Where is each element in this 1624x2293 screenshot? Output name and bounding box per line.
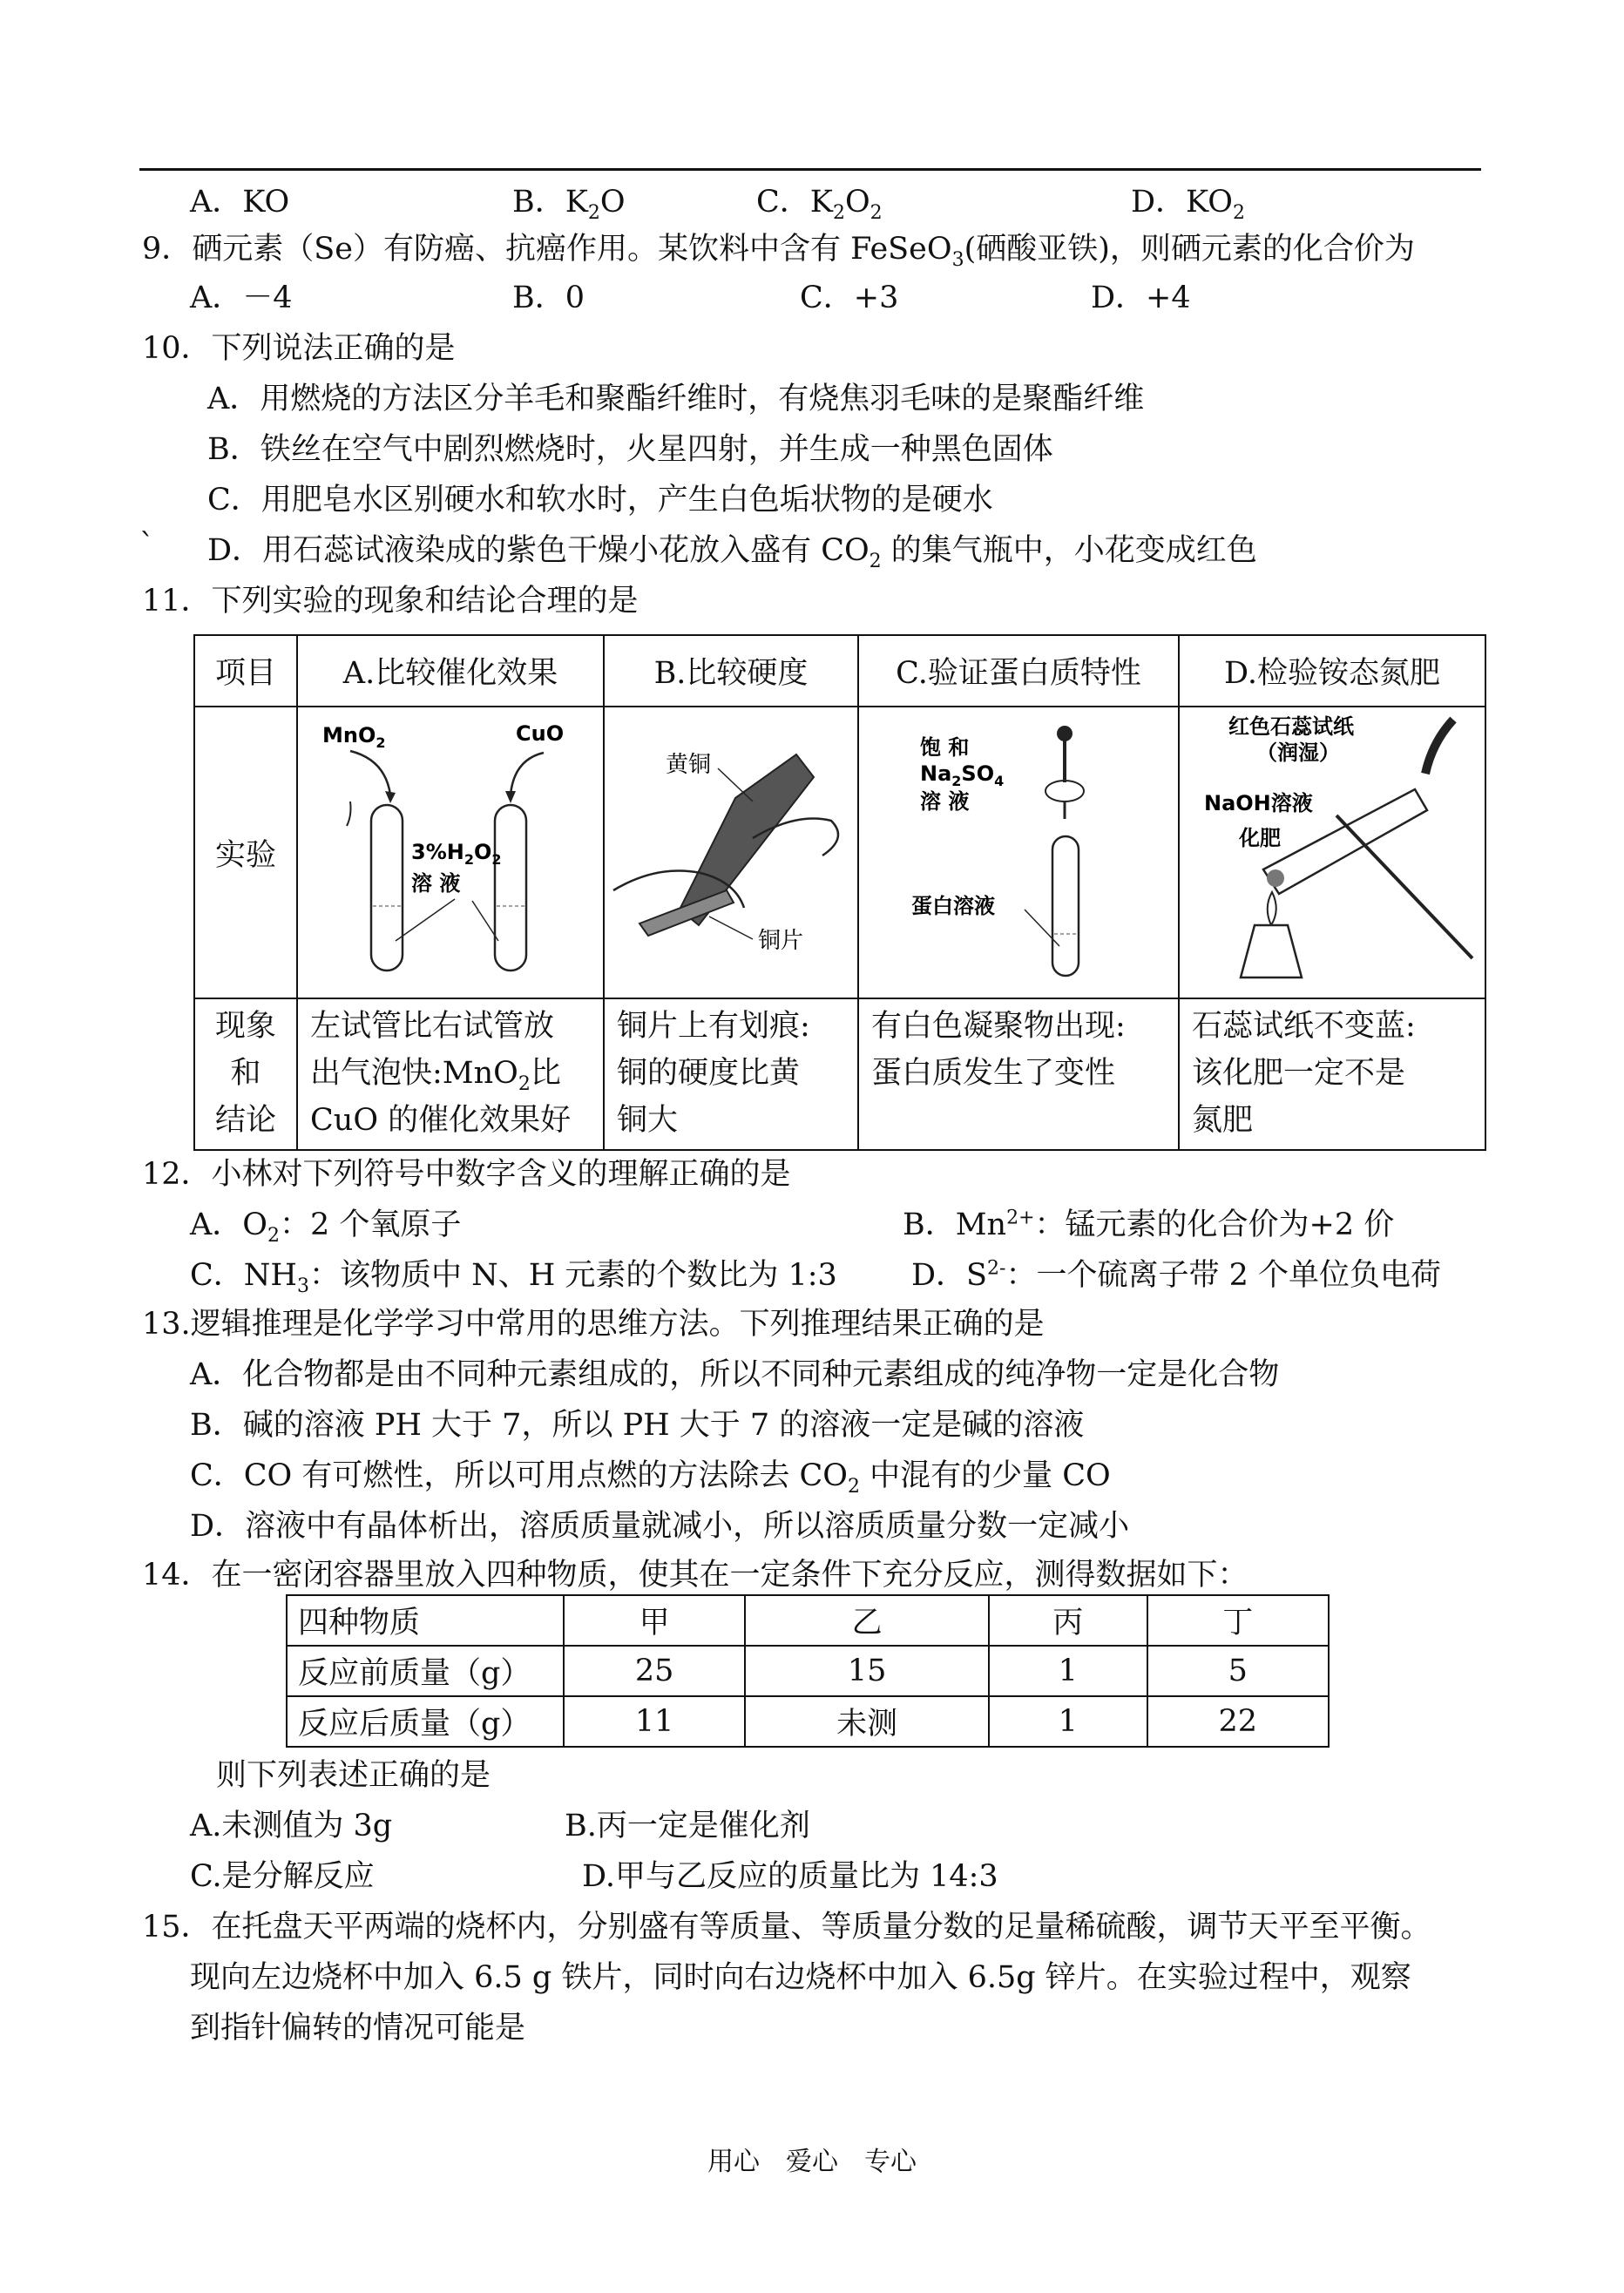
table-cell: 1 <box>989 1696 1147 1747</box>
q9-stem: 9．硒元素（Se）有防癌、抗癌作用。某饮料中含有 FeSeO$_3$(硒酸亚铁)，则硒元素的化合价为 <box>142 232 1415 271</box>
q13-option-a: A．化合物都是由不同种元素组成的，所以不同种元素组成的纯净物一定是化合物 <box>190 1357 1280 1392</box>
q11-table <box>193 634 1486 1151</box>
header-cell: B.比较硬度 <box>604 635 858 707</box>
figure-d-cell <box>1179 707 1485 998</box>
q8-option-a: A．KO <box>190 185 290 220</box>
q15-line-3: 到指针偏转的情况可能是 <box>190 2011 526 2046</box>
table-row <box>287 1696 1329 1747</box>
q9-option-d: D．+4 <box>1091 281 1191 315</box>
table-cell: 甲 <box>564 1595 745 1646</box>
q9-option-b: B．0 <box>512 281 585 315</box>
powder-dots-left <box>347 802 351 826</box>
q13-option-b: B．碱的溶液 PH 大于 7，所以 PH 大于 7 的溶液一定是碱的溶液 <box>190 1408 1085 1443</box>
test-tubes-figure <box>298 707 599 990</box>
q10-option-d: D．用石蕊试液染成的紫色干燥小花放入盛有 $CO_2$ 的集气瓶中，小花变成红色 <box>207 533 1257 572</box>
q15-line-2: 现向左边烧杯中加入 6.5 g 铁片，同时向右边烧杯中加入 6.5g 锌片。在实验过程中，观察 <box>190 1960 1411 1995</box>
q14-option-b: B.丙一定是催化剂 <box>565 1809 810 1843</box>
label-protein: 蛋白溶液 <box>911 894 995 918</box>
q14-option-a: A.未测值为 3g <box>190 1809 393 1843</box>
figure-a-cell <box>297 707 604 998</box>
dropper-figure <box>859 707 1178 990</box>
row-label-result: 现象 和 结论 <box>194 998 297 1150</box>
q14-stem: 14．在一密闭容器里放入四种物质，使其在一定条件下充分反应，测得数据如下： <box>142 1558 1248 1593</box>
q9-option-a: A．－4 <box>190 281 293 315</box>
q14-question: 则下列表述正确的是 <box>216 1758 491 1793</box>
table-row <box>287 1595 1329 1646</box>
table-cell: 反应后质量（g） <box>287 1696 564 1747</box>
q12-stem: 12．小林对下列符号中数字含义的理解正确的是 <box>142 1157 791 1192</box>
table-cell: 22 <box>1147 1696 1329 1747</box>
litmus-paper <box>1425 720 1453 774</box>
q10-option-a: A．用燃烧的方法区分羊毛和聚酯纤维时，有烧焦羽毛味的是聚酯纤维 <box>207 382 1145 416</box>
label-copper-plate: 铜片 <box>758 928 804 954</box>
table-row <box>287 1646 1329 1696</box>
q14-data-table <box>286 1594 1330 1748</box>
q10-option-b: B．铁丝在空气中剧烈燃烧时，火星四射，并生成一种黑色固体 <box>207 432 1053 467</box>
figure-c-cell <box>858 707 1179 998</box>
label-brass: 黄铜 <box>666 752 712 778</box>
q10-option-c: C．用肥皂水区别硬水和软水时，产生白色垢状物的是硬水 <box>207 483 993 517</box>
row-label-experiment: 实验 <box>194 707 297 998</box>
clamp-stand <box>1336 815 1472 958</box>
table-cell: 1 <box>989 1646 1147 1696</box>
page-footer: 用心 爱心 专心 <box>707 2147 917 2177</box>
alcohol-lamp <box>1241 925 1302 977</box>
pointer-copper <box>709 917 753 939</box>
label-na2so4: $Na_2SO_4$ <box>920 761 1005 789</box>
label-litmus: 红色石蕊试纸 <box>1228 714 1354 739</box>
q9-option-c: C．+3 <box>800 281 899 315</box>
q14-option-c: C.是分解反应 <box>190 1859 375 1894</box>
label-moist: （润湿） <box>1256 741 1340 765</box>
q13-option-c: C．CO 有可燃性，所以可用点燃的方法除去 $CO_2$ 中混有的少量 CO <box>190 1458 1111 1498</box>
figure-b-cell <box>604 707 858 998</box>
q12-option-d: D．$S^{2-}$：一个硫离子带 2 个单位负电荷 <box>911 1257 1442 1293</box>
arrow-left <box>350 751 390 795</box>
result-c: 有白色凝聚物出现: 蛋白质发生了变性 <box>858 998 1179 1150</box>
result-a: 左试管比右试管放 出气泡快:MnO$_2$比 CuO 的催化效果好 <box>297 998 604 1150</box>
table-cell: 反应前质量（g） <box>287 1646 564 1696</box>
result-b: 铜片上有划痕: 铜的硬度比黄 铜大 <box>604 998 858 1150</box>
table-cell: 丙 <box>989 1595 1147 1646</box>
flame <box>1268 892 1276 925</box>
table-cell: 5 <box>1147 1646 1329 1696</box>
tube-left <box>371 805 403 971</box>
pointer-left <box>396 899 455 941</box>
label-h2o2: $3\%H_2O_2$ <box>411 840 502 868</box>
table-cell: 乙 <box>745 1595 989 1646</box>
header-cell: D.检验铵态氮肥 <box>1179 635 1485 707</box>
q8-option-b: B．$K_2O$ <box>512 185 626 224</box>
stray-mark: ` <box>139 528 155 563</box>
label-cuo: CuO <box>516 721 565 746</box>
q15-line-1: 15．在托盘天平两端的烧杯内，分别盛有等质量、等质量分数的足量稀硫酸，调节天平至平衡。 <box>142 1910 1431 1945</box>
label-naoh: NaOH溶液 <box>1204 791 1313 815</box>
q8-option-c: C．$K_2O_2$ <box>756 185 883 224</box>
dropper-body <box>1045 781 1084 802</box>
table-cell: 四种物质 <box>287 1595 564 1646</box>
dropper-bulb <box>1057 726 1073 741</box>
arrowhead-right <box>505 791 516 803</box>
heating-figure <box>1180 707 1476 990</box>
q10-stem: 10．下列说法正确的是 <box>142 331 456 366</box>
q14-option-d: D.甲与乙反应的质量比为 14:3 <box>582 1859 998 1894</box>
table-cell: 11 <box>564 1696 745 1747</box>
q13-stem: 13.逻辑推理是化学学习中常用的思维方法。下列推理结果正确的是 <box>142 1307 1045 1342</box>
table-cell: 25 <box>564 1646 745 1696</box>
label-solution: 溶 液 <box>920 789 970 814</box>
tube <box>1052 836 1079 976</box>
header-cell: A.比较催化效果 <box>297 635 604 707</box>
fertilizer-dots <box>1267 869 1284 887</box>
q12-option-b: B．$Mn^{2+}$：锰元素的化合价为+2 价 <box>903 1207 1395 1242</box>
label-saturated: 饱 和 <box>920 735 970 760</box>
top-rule <box>139 168 1481 171</box>
q8-option-d: D．$KO_2$ <box>1131 185 1245 224</box>
arrowhead-left <box>385 791 396 803</box>
q13-option-d: D．溶液中有晶体析出，溶质质量就减小，所以溶质质量分数一定减小 <box>190 1509 1130 1544</box>
header-cell: 项目 <box>194 635 297 707</box>
header-cell: C.验证蛋白质特性 <box>858 635 1179 707</box>
label-solution: 溶 液 <box>411 871 461 896</box>
pointer-solution <box>1025 910 1059 946</box>
table-cell: 丁 <box>1147 1595 1329 1646</box>
arrow-right <box>511 753 544 795</box>
label-mno2: MnO$_2$ <box>322 723 386 751</box>
tube-right <box>495 805 526 971</box>
q12-option-a: A．$O_2$：2 个氧原子 <box>190 1207 462 1247</box>
q12-option-c: C．$NH_3$：该物质中 N、H 元素的个数比为 1:3 <box>190 1258 837 1297</box>
table-cell: 15 <box>745 1646 989 1696</box>
table-cell: 未测 <box>745 1696 989 1747</box>
pointer-brass <box>718 768 753 802</box>
brass-plate <box>680 754 814 925</box>
scratch-figure <box>605 707 857 990</box>
q11-stem: 11．下列实验的现象和结论合理的是 <box>142 584 639 619</box>
result-d: 石蕊试纸不变蓝: 该化肥一定不是 氮肥 <box>1179 998 1485 1150</box>
label-fertilizer: 化肥 <box>1239 826 1281 850</box>
